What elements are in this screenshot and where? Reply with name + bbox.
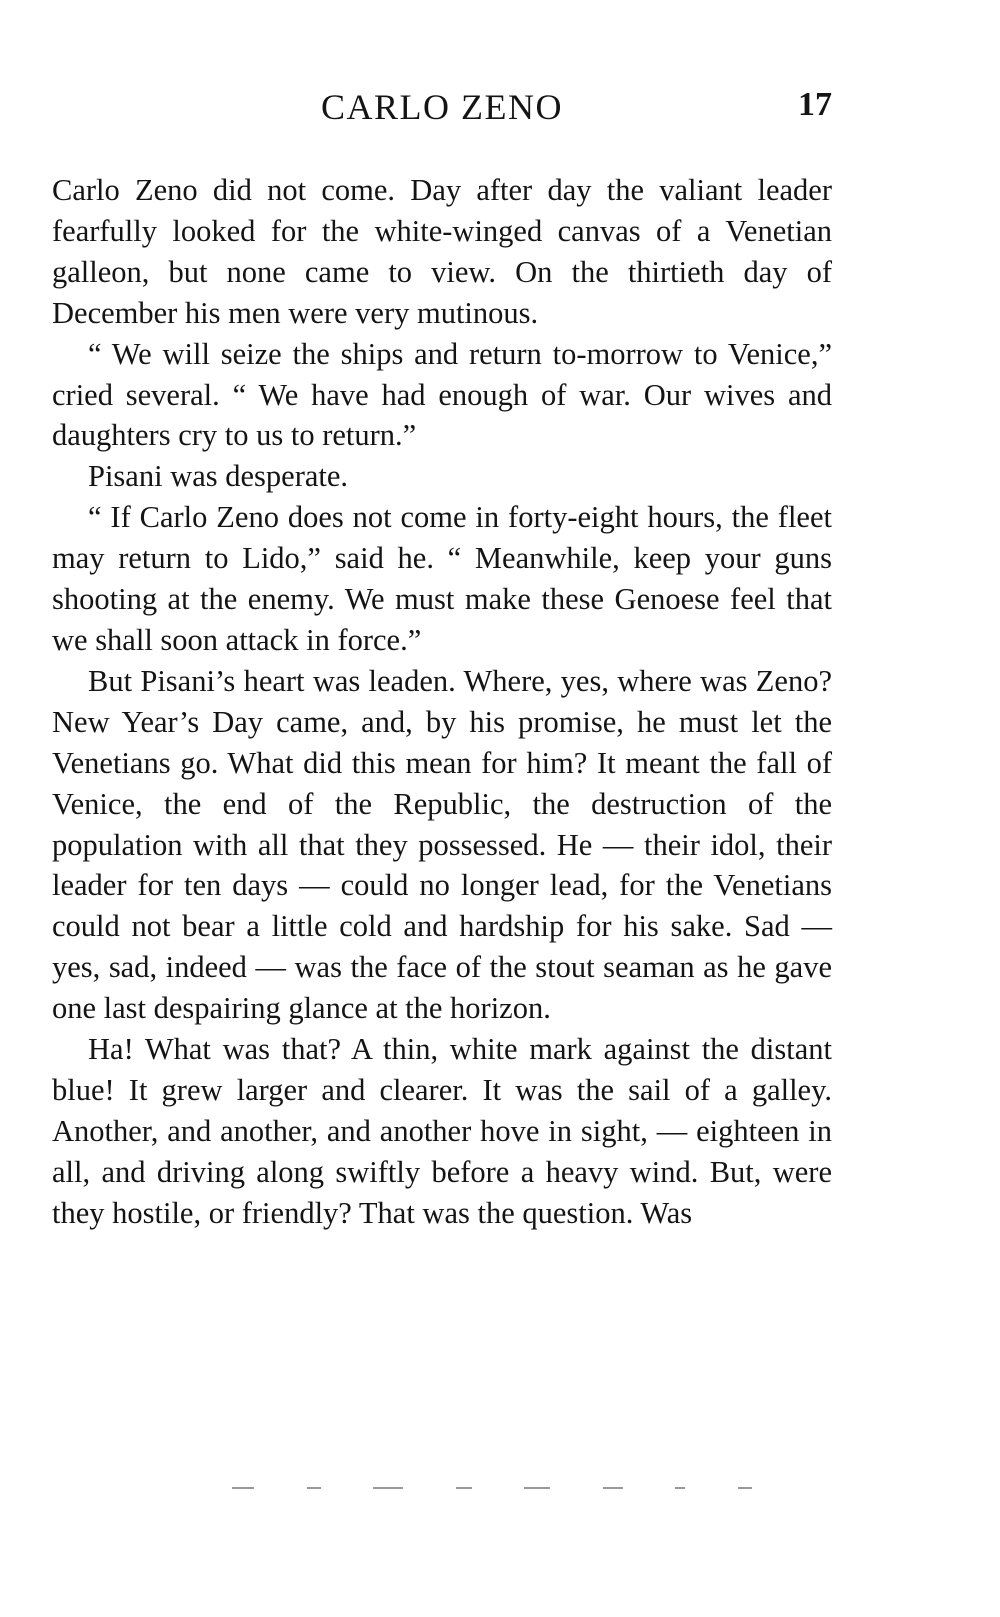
running-head: [52, 84, 832, 134]
paragraph: “ We will seize the ships and return to-morrow to Venice,” cried several. “ We have had enough of war. Our wives and daughters cry to us to return.”: [52, 336, 832, 453]
paragraph: Pisani was desperate.: [88, 459, 349, 494]
page-number: 17: [798, 86, 832, 123]
paragraph: But Pisani’s heart was leaden. Where, yes, where was Zeno? New Year’s Day came, and, by his promise, he must let the Venetians go. What did this mean for him? It meant the fall of Venice, the end of the Republic, the destruction of the population with all that they possessed. He — their idol, their leader for ten days — could no longer lead, for the Venetians could not bear a little cold and hardship for his sake. Sad — yes, sad, indeed — was the face of the stout seaman as he gave one last despairing glance at the horizon.: [52, 663, 832, 1026]
running-title: CARLO ZENO: [321, 87, 563, 127]
paragraph: Carlo Zeno did not come. Day after day the valiant leader fearfully looked for the white-winged canvas of a Venetian galleon, but none came to view. On the thirtieth day of December his men were very mutinous.: [52, 173, 832, 330]
body-text: [52, 170, 832, 1234]
paragraph: Ha! What was that? A thin, white mark against the distant blue! It grew larger and clearer. It was the sail of a galley. Another, and another, and another hove in sight, — eighteen in all, and driving along swiftly before a heavy wind. But, were they hostile, or friendly? That was the question. Was: [52, 1032, 832, 1230]
book-page: [52, 0, 832, 1617]
paragraph: “ If Carlo Zeno does not come in forty-eight hours, the fleet may return to Lido,” said he. “ Meanwhile, keep your guns shooting at the enemy. We must make these Genoese feel that we shall soon attack in force.”: [52, 500, 832, 657]
scan-artifact-marks: [232, 1486, 752, 1490]
